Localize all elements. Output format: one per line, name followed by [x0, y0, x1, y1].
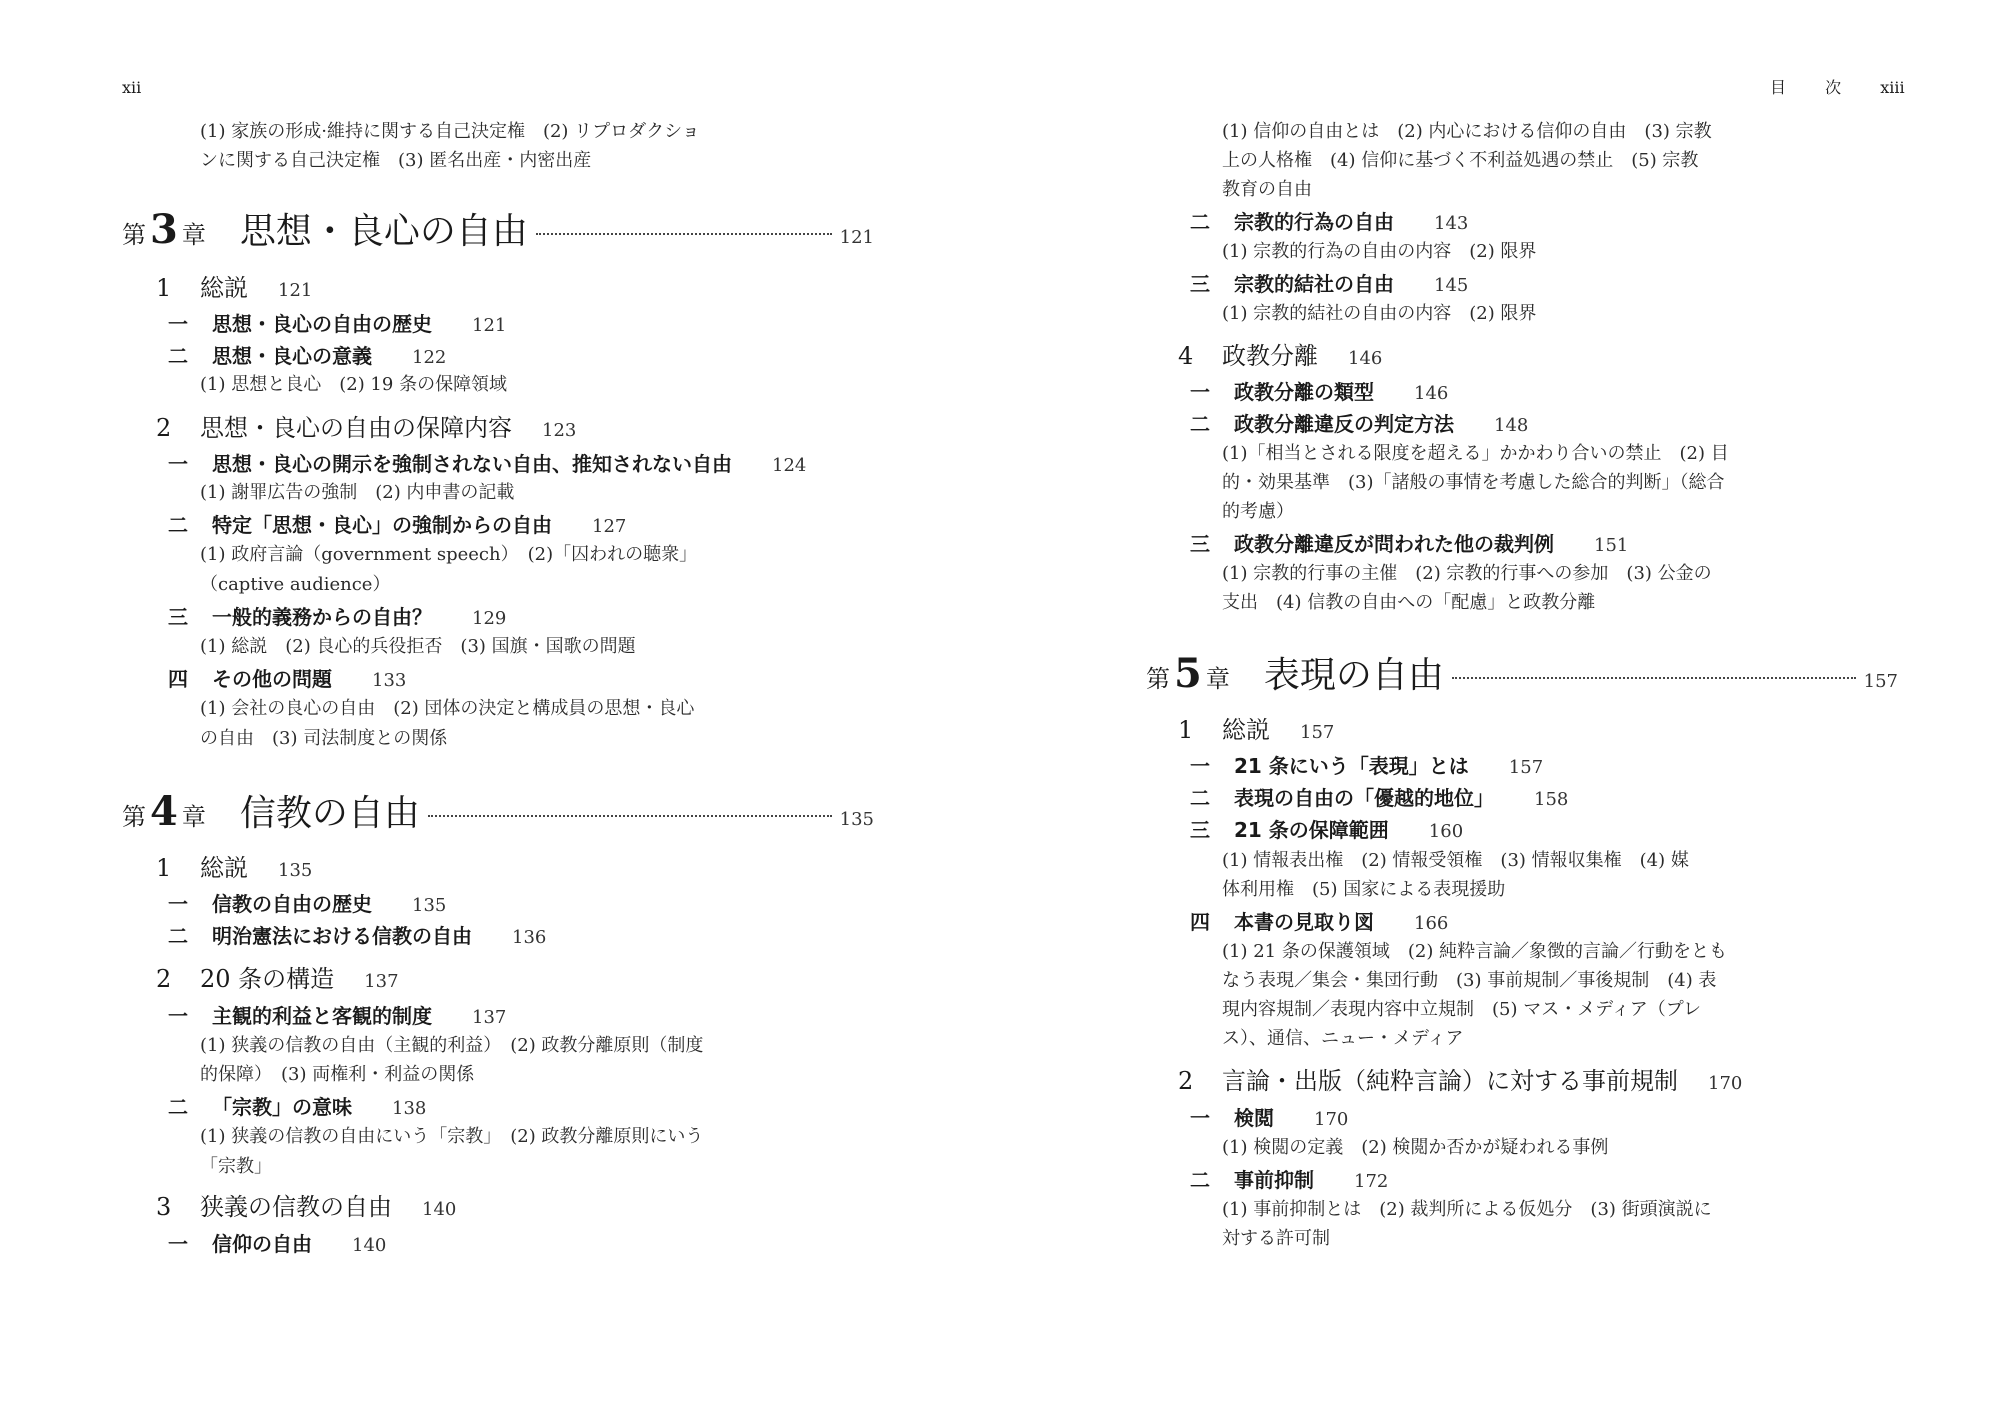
chapter-number: 5 [1174, 650, 1202, 697]
toc-item [1190, 756, 1543, 777]
item-title: 明治憲法における信教の自由 [212, 924, 472, 948]
item-marker: 一 [1190, 754, 1210, 778]
subtopic-line: 教育の自由 [1222, 179, 1312, 200]
toc-item [1190, 1170, 1388, 1191]
toc-item [1190, 788, 1568, 809]
item-marker: 三 [1190, 532, 1210, 556]
section-heading [1178, 718, 1334, 742]
subtopic-line: 上の人格権 (4) 信仰に基づく不利益処遇の禁止 (5) 宗教 [1222, 150, 1699, 171]
subtopic-line: (1) 狭義の信教の自由（主観的利益） (2) 政教分離原則（制度 [200, 1035, 704, 1056]
toc-item [168, 454, 806, 475]
subtopic-line: (1) 宗教的行為の自由の内容 (2) 限界 [1222, 241, 1537, 262]
chapter-suffix: 章 [181, 803, 206, 831]
section-page: 140 [422, 1199, 457, 1220]
item-title: 特定「思想・良心」の強制からの自由 [212, 513, 552, 537]
item-title: 一般的義務からの自由？ [212, 605, 432, 629]
subtopic-line: (1) 宗教的行事の主催 (2) 宗教的行事への参加 (3) 公金の [1222, 563, 1712, 584]
section-page: 135 [278, 860, 313, 881]
chapter-title: 表現の自由 [1263, 655, 1444, 696]
item-marker: 一 [1190, 380, 1210, 404]
chapter-suffix: 章 [181, 221, 206, 249]
item-title: 思想・良心の開示を強制されない自由、推知されない自由 [212, 452, 732, 476]
section-heading [156, 416, 576, 440]
item-marker: 四 [1190, 910, 1210, 934]
item-marker: 一 [168, 892, 188, 916]
item-marker: 二 [168, 1095, 188, 1119]
section-title: 思想・良心の自由の保障内容 [200, 414, 512, 442]
item-title: 信仰の自由 [212, 1232, 312, 1256]
chapter-heading [1146, 650, 1898, 697]
section-number: 1 [156, 274, 172, 302]
section-page: 123 [542, 420, 577, 441]
item-title: 政教分離違反の判定方法 [1234, 412, 1454, 436]
running-header-char: 次 [1825, 78, 1842, 97]
chapter-page: 135 [839, 809, 874, 830]
subtopic-line: の自由 (3) 司法制度との関係 [200, 728, 448, 749]
subtopic-line: 的考慮） [1222, 501, 1294, 522]
toc-item [1190, 212, 1468, 233]
subtopic-line: (1) 21 条の保護領域 (2) 純粋言論／象徴的言論／行動をとも [1222, 941, 1728, 962]
item-marker: 二 [1190, 1168, 1210, 1192]
section-number: 2 [156, 965, 172, 993]
section-page: 157 [1300, 722, 1335, 743]
section-number: 1 [156, 854, 172, 882]
chapter-title: 信教の自由 [239, 793, 420, 834]
item-page: 145 [1434, 275, 1469, 296]
subtopic-line: 体利用権 (5) 国家による表現援助 [1222, 879, 1506, 900]
item-page: 143 [1434, 213, 1469, 234]
item-title: 「宗教」の意味 [212, 1095, 352, 1119]
item-title: 政教分離の類型 [1234, 380, 1374, 404]
toc-item [168, 1097, 426, 1118]
subtopic-line: ンに関する自己決定権 (3) 匿名出産・内密出産 [200, 150, 592, 171]
item-page: 138 [392, 1098, 427, 1119]
section-number: 4 [1178, 342, 1194, 370]
item-marker: 二 [168, 924, 188, 948]
item-title: その他の問題 [212, 667, 332, 691]
item-marker: 三 [168, 605, 188, 629]
toc-item [168, 314, 506, 335]
subtopic-line: (1) 政府言論（government speech） (2)「囚われの聴衆」 [200, 544, 698, 565]
item-marker: 三 [1190, 818, 1210, 842]
toc-item [1190, 820, 1463, 841]
dot-leader [536, 233, 832, 235]
item-page: 148 [1494, 415, 1529, 436]
item-title: 21 条にいう「表現」とは [1234, 754, 1469, 778]
subtopic-line: (1) 会社の良心の自由 (2) 団体の決定と構成員の思想・良心 [200, 698, 695, 719]
subtopic-line: 的・効果基準 (3)「諸般の事情を考慮した総合的判断」（総合 [1222, 472, 1725, 493]
item-page: 129 [472, 608, 507, 629]
section-heading [156, 856, 312, 880]
item-marker: 二 [168, 344, 188, 368]
item-title: 表現の自由の「優越的地位」 [1234, 786, 1494, 810]
toc-item [1190, 382, 1448, 403]
item-title: 思想・良心の意義 [212, 344, 372, 368]
item-page: 140 [352, 1235, 387, 1256]
chapter-suffix: 章 [1205, 665, 1230, 693]
section-page: 146 [1348, 348, 1383, 369]
section-title: 総説 [200, 274, 248, 302]
item-title: 思想・良心の自由の歴史 [212, 312, 432, 336]
item-title: 本書の見取り図 [1234, 910, 1374, 934]
toc-item [1190, 274, 1468, 295]
section-title: 言論・出版（純粋言論）に対する事前規制 [1222, 1067, 1678, 1095]
item-page: 122 [412, 347, 447, 368]
item-page: 135 [412, 895, 447, 916]
item-page: 151 [1594, 535, 1629, 556]
chapter-heading [122, 788, 874, 835]
item-marker: 二 [1190, 786, 1210, 810]
toc-item [168, 894, 446, 915]
subtopic-line: (1) 謝罪広告の強制 (2) 内申書の記載 [200, 482, 515, 503]
chapter-prefix: 第 [122, 803, 146, 831]
right-page [1000, 0, 2000, 1410]
subtopic-line: (1) 検閲の定義 (2) 検閲か否かが疑われる事例 [1222, 1137, 1609, 1158]
item-page: 133 [372, 670, 407, 691]
item-page: 172 [1354, 1171, 1389, 1192]
section-heading [156, 276, 312, 300]
dot-leader [1452, 677, 1856, 679]
item-page: 124 [772, 455, 807, 476]
toc-item [168, 1006, 506, 1027]
subtopic-line: (1) 狭義の信教の自由にいう「宗教」 (2) 政教分離原則にいう [200, 1126, 704, 1147]
section-heading [156, 1195, 456, 1219]
item-title: 事前抑制 [1234, 1168, 1314, 1192]
chapter-page: 121 [839, 227, 874, 248]
item-marker: 一 [168, 452, 188, 476]
subtopic-line: (1) 信仰の自由とは (2) 内心における信仰の自由 (3) 宗教 [1222, 121, 1712, 142]
section-title: 総説 [1222, 716, 1270, 744]
item-marker: 四 [168, 667, 188, 691]
section-title: 20 条の構造 [200, 965, 335, 993]
section-number: 3 [156, 1193, 172, 1221]
subtopic-line: 対する許可制 [1222, 1228, 1330, 1249]
chapter-title: 思想・良心の自由 [239, 211, 528, 252]
section-heading [1178, 344, 1382, 368]
item-title: 政教分離違反が問われた他の裁判例 [1234, 532, 1554, 556]
running-header-char: 目 [1770, 78, 1787, 97]
item-page: 160 [1428, 821, 1464, 842]
item-page: 137 [472, 1007, 507, 1028]
chapter-prefix: 第 [122, 221, 146, 249]
subtopic-line: (1) 家族の形成·維持に関する自己決定権 (2) リプロダクショ [200, 121, 700, 142]
section-number: 1 [1178, 716, 1194, 744]
item-page: 136 [512, 927, 547, 948]
item-marker: 二 [1190, 412, 1210, 436]
item-marker: 三 [1190, 272, 1210, 296]
chapter-heading [122, 206, 874, 253]
item-page: 170 [1314, 1109, 1349, 1130]
subtopic-line: (1) 宗教的結社の自由の内容 (2) 限界 [1222, 303, 1537, 324]
item-title: 信教の自由の歴史 [212, 892, 372, 916]
subtopic-line: (1) 総説 (2) 良心的兵役拒否 (3) 国旗・国歌の問題 [200, 636, 636, 657]
toc-item [168, 1234, 386, 1255]
subtopic-line: (1) 情報表出権 (2) 情報受領権 (3) 情報収集権 (4) 媒 [1222, 850, 1689, 871]
section-title: 政教分離 [1222, 342, 1318, 370]
subtopic-line: (1)「相当とされる限度を超える」かかわり合いの禁止 (2) 目 [1222, 443, 1729, 464]
section-heading [156, 967, 399, 991]
item-marker: 一 [1190, 1106, 1210, 1130]
section-number: 2 [1178, 1067, 1194, 1095]
subtopic-line: 支出 (4) 信教の自由への「配慮」と政教分離 [1222, 592, 1596, 613]
section-page: 121 [278, 280, 313, 301]
subtopic-line: （captive audience） [200, 574, 391, 595]
dot-leader [428, 815, 832, 817]
item-title: 宗教的結社の自由 [1234, 272, 1394, 296]
item-page: 166 [1414, 913, 1449, 934]
section-title: 総説 [200, 854, 248, 882]
toc-item [1190, 912, 1448, 933]
item-page: 157 [1508, 757, 1544, 778]
section-title: 狭義の信教の自由 [200, 1193, 392, 1221]
section-number: 2 [156, 414, 172, 442]
toc-item [168, 926, 546, 947]
item-page: 158 [1534, 789, 1569, 810]
running-header [1770, 80, 1905, 96]
item-title: 検閲 [1234, 1106, 1274, 1130]
chapter-page: 157 [1863, 671, 1898, 692]
item-title: 21 条の保障範囲 [1234, 818, 1389, 842]
item-page: 127 [592, 516, 627, 537]
toc-item [1190, 1108, 1348, 1129]
toc-item [168, 669, 406, 690]
toc-item [1190, 414, 1528, 435]
page-folio-left: xii [122, 78, 142, 97]
item-title: 主観的利益と客観的制度 [212, 1004, 432, 1028]
subtopic-line: 現内容規制／表現内容中立規制 (5) マス・メディア（プレ [1222, 999, 1702, 1020]
section-page: 137 [364, 971, 399, 992]
item-marker: 一 [168, 1004, 188, 1028]
subtopic-line: なう表現／集会・集団行動 (3) 事前規制／事後規制 (4) 表 [1222, 970, 1717, 991]
item-marker: 一 [168, 1232, 188, 1256]
item-page: 121 [472, 315, 507, 336]
item-title: 宗教的行為の自由 [1234, 210, 1394, 234]
page-folio-right: xiii [1880, 78, 1905, 97]
subtopic-line: 的保障） (3) 両権利・利益の関係 [200, 1064, 475, 1085]
chapter-number: 3 [150, 206, 178, 253]
subtopic-line: 「宗教」 [200, 1156, 272, 1177]
chapter-prefix: 第 [1146, 665, 1170, 693]
item-page: 146 [1414, 383, 1449, 404]
section-page: 170 [1708, 1073, 1743, 1094]
toc-item [168, 346, 446, 367]
item-marker: 二 [168, 513, 188, 537]
subtopic-line: (1) 事前抑制とは (2) 裁判所による仮処分 (3) 街頭演説に [1222, 1199, 1712, 1220]
toc-item [168, 515, 626, 536]
subtopic-line: (1) 思想と良心 (2) 19 条の保障領域 [200, 374, 508, 395]
section-heading [1178, 1069, 1742, 1093]
toc-item [1190, 534, 1628, 555]
toc-item [168, 607, 506, 628]
item-marker: 二 [1190, 210, 1210, 234]
item-marker: 一 [168, 312, 188, 336]
chapter-number: 4 [150, 788, 178, 835]
subtopic-line: ス）、通信、ニュー・メディア [1222, 1028, 1464, 1049]
